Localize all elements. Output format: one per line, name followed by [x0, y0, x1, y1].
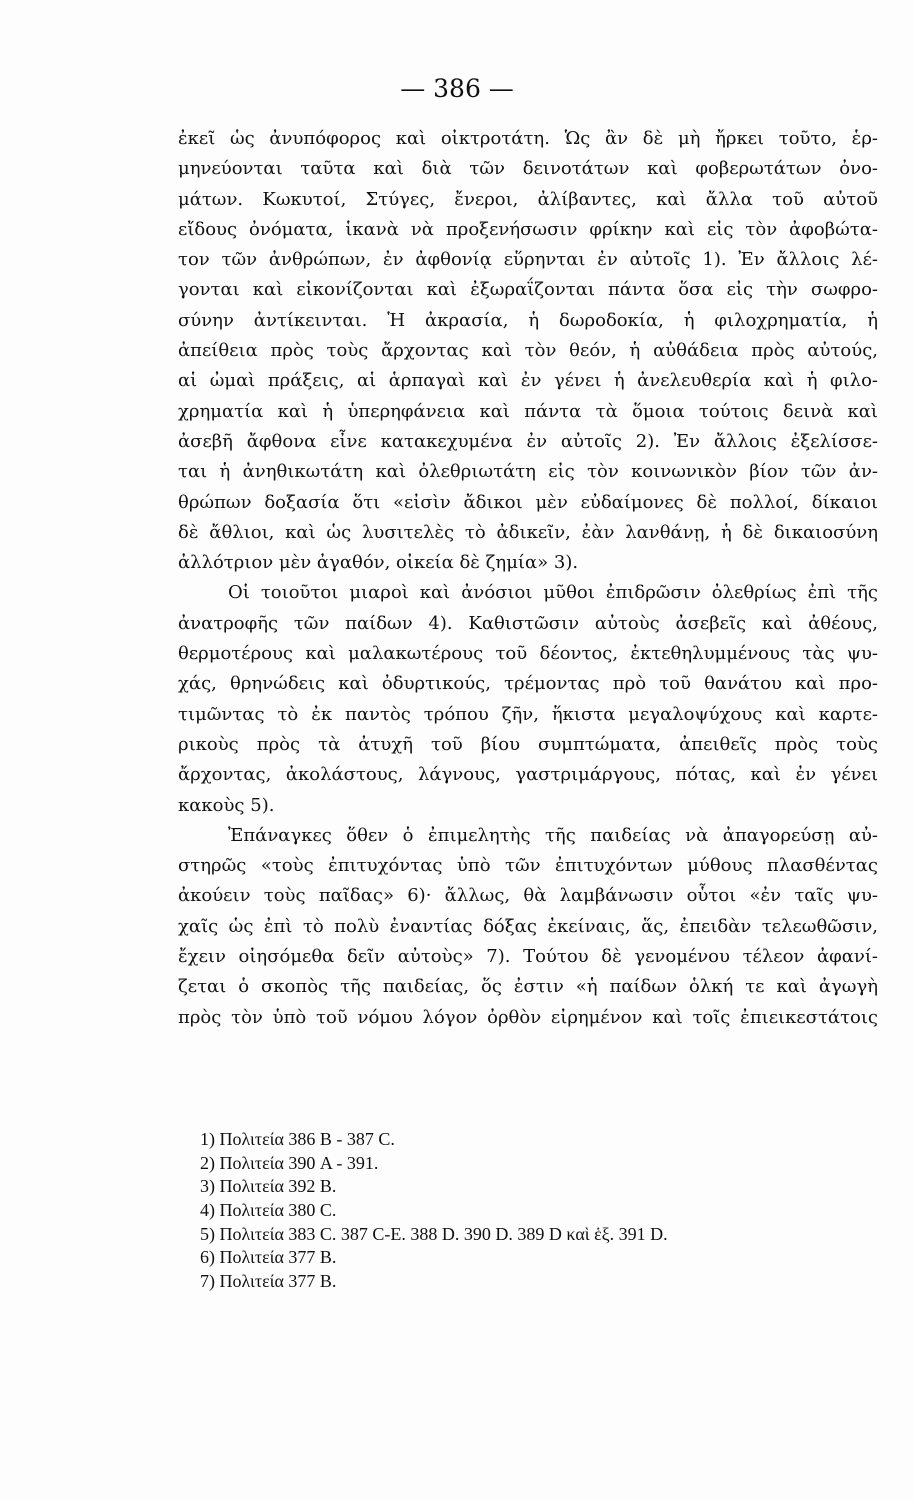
paragraph-end-line: κακοὺς 5). [178, 794, 275, 816]
text-line: ζεται ὁ σκοπὸς τῆς παιδείας, ὅς ἐστιν «ἡ παίδων ὁλκή τε καὶ ἀγωγὴ [178, 976, 878, 998]
text-line: χρηματία καὶ ἡ ὑπερηφάνεια καὶ πάντα τὰ ὅμοια τούτοις δεινὰ καὶ [178, 400, 878, 422]
footnote: 3) Πολιτεία 392 B. [200, 1176, 337, 1197]
text-line: πρὸς τὸν ὑπὸ τοῦ νόμου λόγον ὀρθὸν εἰρημένον καὶ τοῖς ἐπιεικεστάτοις [178, 1006, 878, 1028]
footnote: 5) Πολιτεία 383 C. 387 C-E. 388 D. 390 D. 389 D καὶ ἑξ. 391 D. [200, 1223, 668, 1244]
text-line: ται ἡ ἀνηθικωτάτη καὶ ὀλεθριωτάτη εἰς τὸν κοινωνικὸν βίον τῶν ἀν- [178, 461, 878, 483]
paragraph-start-line: Ἐπάναγκες ὅθεν ὁ ἐπιμελητὴς τῆς παιδείας νὰ ἀπαγορεύσῃ αὐ- [228, 824, 878, 846]
footnote: 1) Πολιτεία 386 B - 387 C. [200, 1129, 395, 1149]
footnote: 6) Πολιτεία 377 B. [200, 1247, 337, 1268]
page-number: — 386 — [400, 74, 514, 103]
text-line: δὲ ἄθλιοι, καὶ ὡς λυσιτελὲς τὸ ἀδικεῖν, ἐὰν λανθάνῃ, ἡ δὲ δικαιοσύνη [178, 521, 878, 543]
text-line: εἴδους ὀνόματα, ἱκανὰ νὰ προξενήσωσιν φρίκην καὶ εἰς τὸν ἀφοβώτα- [178, 218, 878, 240]
paragraph-end-line: ἀλλότριον μὲν ἀγαθόν, οἰκεία δὲ ζημία» 3). [178, 552, 579, 574]
text-line: μάτων. Κωκυτοί, Στύγες, ἔνεροι, ἀλίβαντες, καὶ ἄλλα τοῦ αὐτοῦ [178, 188, 878, 210]
text-line: ἀσεβῆ ἄφθονα εἶνε κατακεχυμένα ἐν αὐτοῖς 2). Ἐν ἄλλοις ἐξελίσσε- [178, 430, 878, 452]
text-line: θερμοτέρους καὶ μαλακωτέρους τοῦ δέοντος, ἐκτεθηλυμμένους τὰς ψυ- [178, 643, 878, 665]
text-line: γονται καὶ εἰκονίζονται καὶ ἐξωραΐζονται πάντα ὅσα εἰς τὴν σωφρο- [178, 279, 878, 301]
text-line: ἐκεῖ ὡς ἀνυπόφορος καὶ οἰκτροτάτη. Ὡς ἂν δὲ μὴ ἤρκει τοῦτο, ἑρ- [178, 128, 878, 149]
text-line: ἔχειν οἰησόμεθα δεῖν αὐτοὺς» 7). Τούτου δὲ γενομένου τέλεον ἀφανί- [178, 946, 878, 968]
footnote: 2) Πολιτεία 390 A - 391. [200, 1152, 379, 1173]
text-line: σύνην ἀντίκεινται. Ἡ ἀκρασία, ἡ δωροδοκία, ἡ φιλοχρηματία, ἡ [178, 309, 878, 331]
text-line: στηρῶς «τοὺς ἐπιτυχόντας ὑπὸ τῶν ἐπιτυχόντων μύθους πλασθέντας [178, 855, 878, 877]
text-line: τον τῶν ἀνθρώπων, ἐν ἀφθονίᾳ εὕρηνται ἐν αὐτοῖς 1). Ἐν ἄλλοις λέ- [178, 249, 878, 271]
footnote: 4) Πολιτεία 380 C. [200, 1200, 337, 1221]
text-line: θρώπων δοξασία ὅτι «εἰσὶν ἄδικοι μὲν εὐδαίμονες δὲ πολλοί, δίκαιοι [178, 491, 878, 513]
text-line: ρικοὺς πρὸς τὰ ἀτυχῆ τοῦ βίου συμπτώματα, ἀπειθεῖς πρὸς τοὺς [178, 733, 878, 755]
text-line: αἱ ὠμαὶ πράξεις, αἱ ἁρπαγαὶ καὶ ἐν γένει ἡ ἀνελευθερία καὶ ἡ φιλο- [178, 370, 878, 392]
footnote: 7) Πολιτεία 377 B. [200, 1271, 337, 1292]
text-line: χαῖς ὡς ἐπὶ τὸ πολὺ ἐναντίας δόξας ἐκείναις, ἅς, ἐπειδὰν τελεωθῶσιν, [178, 915, 878, 937]
footnotes [200, 1128, 820, 1294]
text-line: ἄρχοντας, ἀκολάστους, λάγνους, γαστριμάργους, πότας, καὶ ἐν γένει [178, 764, 878, 786]
text-line: ἀπείθεια πρὸς τοὺς ἄρχοντας καὶ τὸν θεόν, ἡ αὐθάδεια πρὸς αὐτούς, [178, 340, 878, 362]
body-text [178, 124, 878, 1033]
text-line: ἀνατροφῆς τῶν παίδων 4). Καθιστῶσιν αὐτοὺς ἀσεβεῖς καὶ ἀθέους, [178, 612, 878, 634]
text-line: χάς, θρηνώδεις καὶ ὀδυρτικούς, τρέμοντας πρὸ τοῦ θανάτου καὶ προ- [178, 673, 878, 695]
text-line: τιμῶντας τὸ ἐκ παντὸς τρόπου ζῆν, ἥκιστα μεγαλοψύχους καὶ καρτε- [178, 703, 878, 725]
paragraph-start-line: Οἱ τοιοῦτοι μιαροὶ καὶ ἀνόσιοι μῦθοι ἐπιδρῶσιν ὀλεθρίως ἐπὶ τῆς [228, 582, 878, 604]
text-line: μηνεύονται ταῦτα καὶ διὰ τῶν δεινοτάτων καὶ φοβερωτάτων ὀνο- [178, 158, 878, 180]
text-line: ἀκούειν τοὺς παῖδας» 6)· ἄλλως, θὰ λαμβάνωσιν οὗτοι «ἐν ταῖς ψυ- [178, 885, 878, 907]
